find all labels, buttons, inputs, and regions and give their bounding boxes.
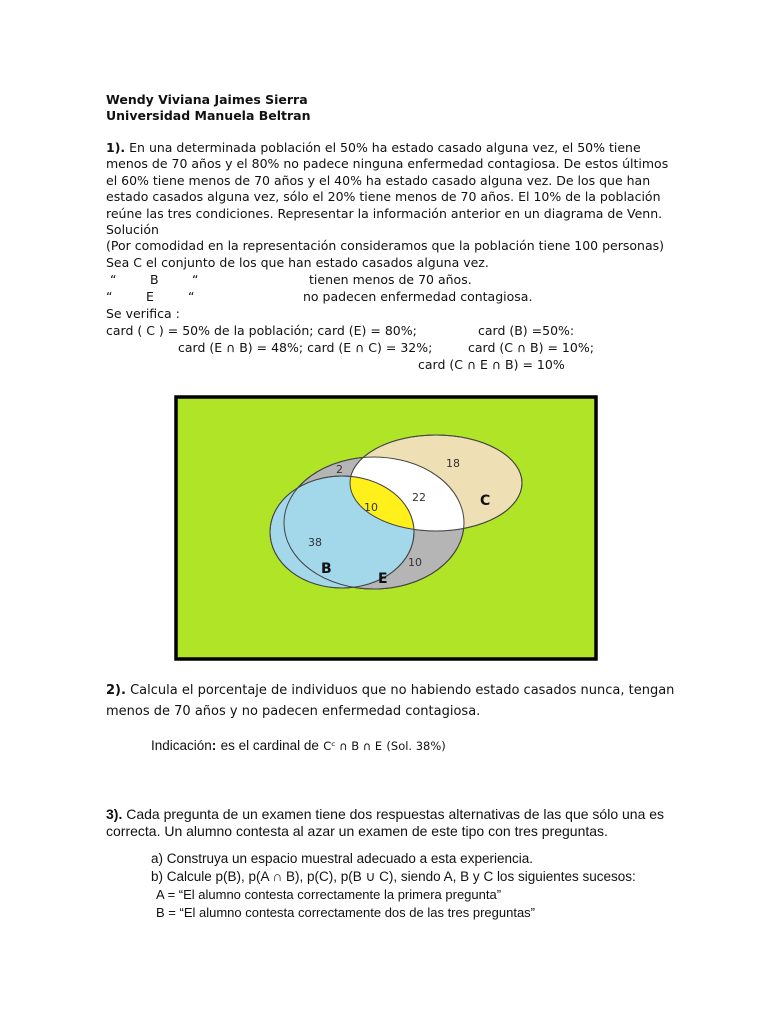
venn-count-b-c-e: 10	[364, 501, 378, 514]
card-row-3: card (C ∩ E ∩ B) = 10%	[418, 357, 565, 372]
card-row-2a: card (E ∩ B) = 48%; card (E ∩ C) = 32%;	[178, 340, 433, 355]
problem2-indicacion: Indicación: es el cardinal de Cᶜ ∩ B ∩ E (Sol. 38%)	[151, 738, 446, 753]
set-c-definition: Sea C el conjunto de los que han estado casados alguna vez.	[106, 254, 489, 270]
venn-count-c-only: 18	[446, 457, 460, 470]
problem1-text	[106, 140, 669, 271]
set-b-definition: “ B “ tienen menos de 70 años.	[110, 272, 472, 287]
card-row-1b: card (B) =50%:	[478, 323, 575, 338]
venn-diagram	[174, 395, 598, 661]
card-row-2b: card (C ∩ B) = 10%;	[468, 340, 594, 355]
problem3-item-b: b) Calcule p(B), p(A ∩ B), p(C), p(B ∪ C), siendo A, B y C los siguientes sucesos:	[151, 869, 636, 884]
problem3-number: 3).	[106, 806, 123, 822]
problem2-line-1: 2). Calcula el porcentaje de individuos que no habiendo estado casados nunca, tengan	[106, 683, 675, 698]
problem3-definition-b: B = “El alumno contesta correctamente dos de las tres preguntas”	[156, 905, 535, 920]
solucion-label: Solución	[106, 222, 159, 238]
venn-label-b: B	[321, 561, 332, 577]
venn-count-e-c: 22	[412, 491, 426, 504]
problem1-line-5: reúne las tres condiciones. Representar la información anterior en un diagrama de Venn.	[106, 205, 663, 221]
se-verifica-label: Se verifica :	[106, 306, 180, 321]
set-e-definition: “ E “ no padecen enfermedad contagiosa.	[106, 289, 533, 304]
problem1-number: 1).	[106, 140, 126, 155]
card-row-1a: card ( C ) = 50% de la población; card (E) = 80%;	[106, 323, 417, 338]
problem3-item-a: a) Construya un espacio muestral adecuado a esta experiencia.	[151, 851, 533, 866]
comodidad-note: (Por comodidad en la representación consideramos que la población tiene 100 personas)	[106, 238, 665, 254]
problem3-definition-a: A = “El alumno contesta correctamente la primera pregunta”	[156, 887, 502, 902]
venn-label-e: E	[378, 571, 388, 587]
problem1-line-1: 1). En una determinada población el 50% ha estado casado alguna vez, el 50% tiene	[106, 140, 641, 155]
venn-count-b-e: 38	[308, 536, 322, 549]
problem3-line-1: 3). Cada pregunta de un examen tiene dos respuestas alternativas de las que sólo una es	[106, 806, 665, 822]
university-name: Universidad Manuela Beltran	[106, 108, 311, 123]
problem3-line-2: correcta. Un alumno contesta al azar un examen de este tipo con tres preguntas.	[106, 823, 608, 839]
venn-count-e-only: 10	[408, 556, 422, 569]
author-name: Wendy Viviana Jaimes Sierra	[106, 92, 308, 107]
venn-count-e-c-outer: 2	[336, 463, 343, 476]
problem1-line-4: estado casados alguna vez, sólo el 20% tiene menos de 70 años. El 10% de la población	[106, 189, 661, 205]
problem1-line-2: menos de 70 años y el 80% no padece ninguna enfermedad contagiosa. De estos últimos	[106, 156, 669, 172]
venn-label-c: C	[480, 493, 491, 509]
problem2-number: 2).	[106, 683, 126, 698]
problem2-line-2: menos de 70 años y no padecen enfermedad contagiosa.	[106, 704, 481, 719]
problem1-line-3: el 60% tiene menos de 70 años y el 40% ha estado casado alguna vez. De los que han	[106, 172, 651, 188]
